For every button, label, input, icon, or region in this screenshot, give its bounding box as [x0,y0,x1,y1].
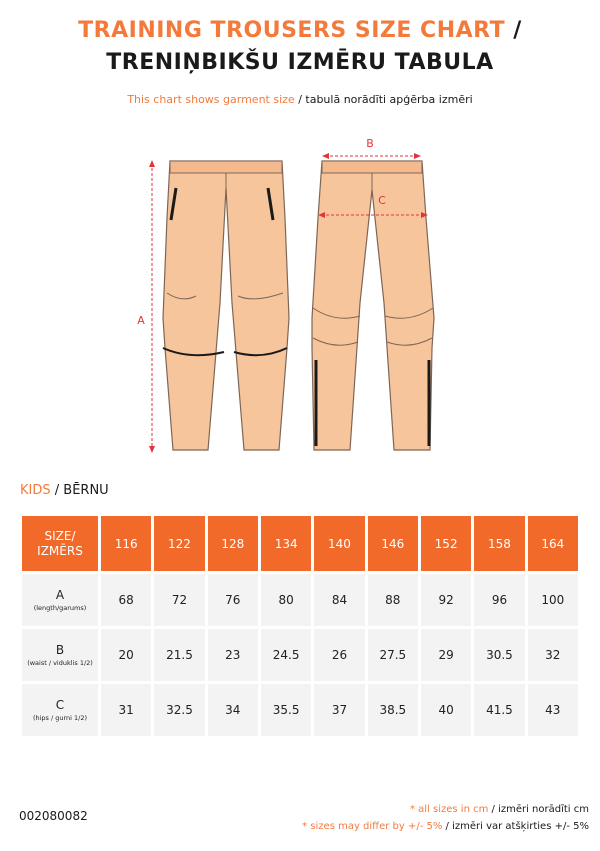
title-english: TRAINING TROUSERS SIZE CHART [78,18,506,43]
footnote-tolerance [302,821,589,832]
size-header-cell: 146 [368,516,418,571]
back-trousers-shape [312,161,434,450]
row-label [22,574,98,626]
size-header-cell: 134 [261,516,311,571]
table-cell: 30.5 [474,629,524,681]
row-letter: A [55,587,65,602]
table-cell: 20 [101,629,151,681]
section-label [20,483,109,498]
table-row [22,574,578,626]
section-label-latvian: / BĒRNU [54,483,109,498]
table-cell: 100 [528,574,578,626]
table-cell: 43 [528,684,578,736]
footnote-tolerance-latvian: / izmēri var atšķirties +/- 5% [445,821,589,832]
trousers-diagram [0,128,600,468]
table-row [22,629,578,681]
row-letter: B [55,642,65,657]
dimension-a-label: A [137,314,145,327]
table-cell: 76 [208,574,258,626]
table-cell: 35.5 [261,684,311,736]
subtitle [0,93,600,106]
trousers-front-view [134,160,289,453]
table-cell: 21.5 [154,629,204,681]
subtitle-latvian: / tabulā norādīti apģērba izmēri [298,93,473,106]
size-header-line1: SIZE/ [44,528,76,543]
footnote-tolerance-english: * sizes may differ by +/- 5% [302,821,443,832]
size-header-cell: 128 [208,516,258,571]
row-letter: C [55,697,65,712]
row-description: (waist / viduklis 1/2) [27,658,93,667]
size-header-cell: 158 [474,516,524,571]
table-cell: 37 [314,684,364,736]
table-cell: 32 [528,629,578,681]
dimension-c-label: C [378,194,386,207]
table-cell: 40 [421,684,471,736]
table-cell: 29 [421,629,471,681]
table-cell: 72 [154,574,204,626]
size-header-cell: 116 [101,516,151,571]
table-cell: 41.5 [474,684,524,736]
row-description: (length/garums) [33,603,87,612]
table-cell: 88 [368,574,418,626]
footnote-units-english: * all sizes in cm [409,804,489,815]
table-cell: 27.5 [368,629,418,681]
table-cell: 24.5 [261,629,311,681]
table-cell: 34 [208,684,258,736]
front-waistband [170,161,282,173]
product-code: 002080082 [19,809,88,823]
dimension-b-label: B [366,137,374,150]
size-header-line2: IZMĒRS [37,543,83,558]
table-cell: 31 [101,684,151,736]
table-cell: 23 [208,629,258,681]
size-header-cell: 122 [154,516,204,571]
size-header-cell: 152 [421,516,471,571]
footnote-units-latvian: / izmēri norādīti cm [491,804,589,815]
table-cell: 84 [314,574,364,626]
size-header-label [22,516,98,571]
table-cell: 96 [474,574,524,626]
title-separator: / [513,18,522,43]
row-label [22,629,98,681]
table-cell: 38.5 [368,684,418,736]
section-label-english: KIDS [20,483,51,498]
page-title [0,18,600,43]
row-label [22,684,98,736]
title-latvian: TRENIŅBIKŠU IZMĒRU TABULA [106,50,494,75]
row-description: (hips / gurni 1/2) [32,713,88,722]
table-cell: 80 [261,574,311,626]
subtitle-english: This chart shows garment size [127,93,295,106]
size-header-cell: 140 [314,516,364,571]
size-header-row [22,516,578,571]
table-cell: 92 [421,574,471,626]
size-header-cell: 164 [528,516,578,571]
footnote-units [410,804,589,815]
back-waistband [322,161,422,173]
table-row [22,684,578,736]
table-cell: 32.5 [154,684,204,736]
table-cell: 26 [314,629,364,681]
table-cell: 68 [101,574,151,626]
trousers-back-view [312,137,434,450]
size-table [19,513,581,739]
